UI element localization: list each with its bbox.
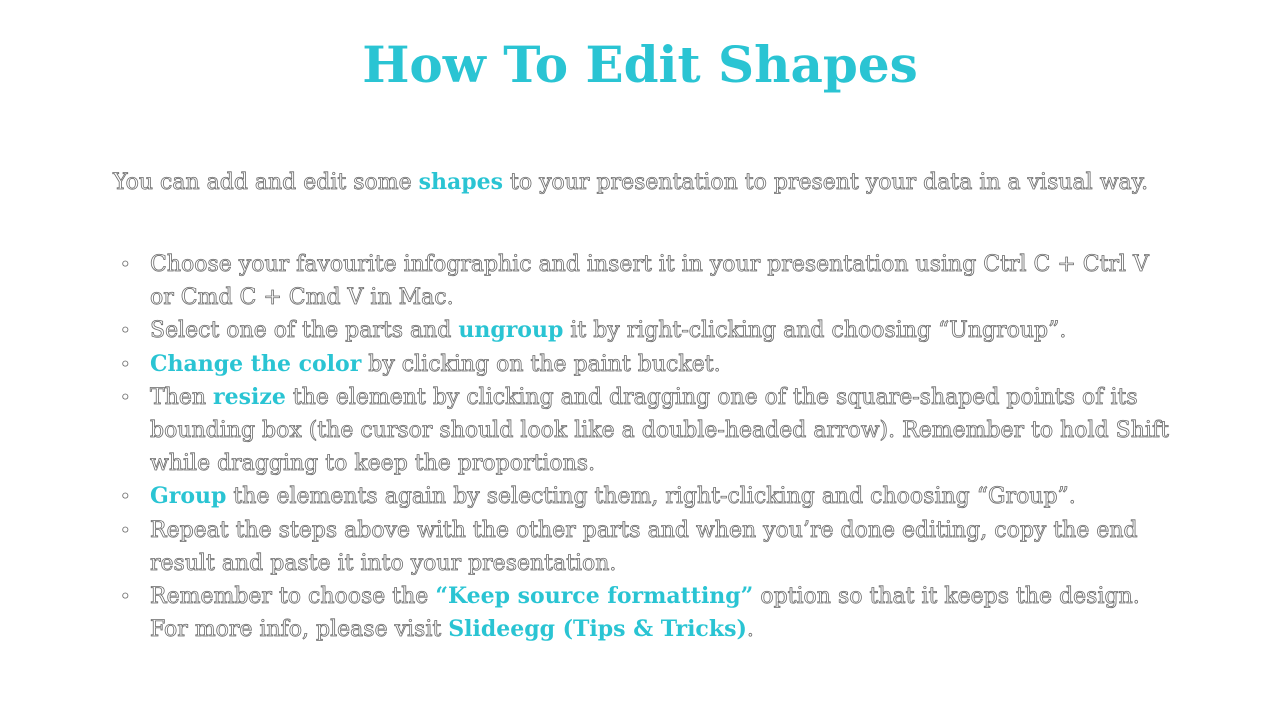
list-item-accent: Group xyxy=(150,483,227,510)
list-item-text: option so that it keeps the design. For more info, please visit xyxy=(150,584,1140,643)
intro-accent: shapes xyxy=(418,169,504,195)
list-item-text: Then xyxy=(150,384,214,410)
bullet-dot: • xyxy=(120,486,131,508)
list-item-text: Select one of the parts and xyxy=(150,318,459,344)
list-item xyxy=(113,248,1173,314)
instruction-list xyxy=(113,248,1173,646)
list-item-text: Remember to choose the xyxy=(150,584,436,610)
list-item-text: the elements again by selecting them, right-clicking and choosing “Group”. xyxy=(226,484,1076,510)
bullet-dot: • xyxy=(120,586,131,608)
list-item xyxy=(113,480,1173,513)
list-item-accent: ungroup xyxy=(458,317,564,344)
list-item-accent: resize xyxy=(213,383,286,410)
keep-source-formatting-accent: “Keep source formatting” xyxy=(435,583,754,610)
list-item-text: by clicking on the paint bucket. xyxy=(361,351,721,377)
bullet-dot: • xyxy=(120,519,131,541)
bullet-dot: • xyxy=(120,254,131,275)
list-item xyxy=(113,348,1173,381)
slideegg-tips-link[interactable]: Slideegg (Tips & Tricks) xyxy=(448,616,747,643)
intro-text-before: You can add and edit some xyxy=(113,170,419,195)
list-item xyxy=(113,381,1173,481)
list-item-text: the element by clicking and dragging one of the square-shaped points of its bounding box (the cursor should look like a double-headed arrow). Remember to hold Shift while dragging to keep the proportions. xyxy=(150,384,1169,477)
list-item-text: . xyxy=(746,617,754,643)
list-item xyxy=(113,514,1173,580)
list-item xyxy=(113,314,1173,347)
list-item-text: Choose your favourite infographic and insert it in your presentation using Ctrl C + Ctrl V or Cmd C + Cmd V in Mac. xyxy=(150,252,1149,311)
list-item-text: Repeat the steps above with the other parts and when you’re done editing, copy the end result and paste it into your presentation. xyxy=(150,517,1138,576)
intro-text-after: to your presentation to present your data in a visual way. xyxy=(503,170,1149,195)
intro-paragraph xyxy=(113,166,1193,199)
list-item-accent: Change the color xyxy=(150,350,362,377)
slide-title: How To Edit Shapes xyxy=(362,35,918,94)
bullet-dot: • xyxy=(120,320,131,342)
list-item xyxy=(113,580,1173,646)
list-item-text: it by right-clicking and choosing “Ungroup”. xyxy=(563,318,1067,344)
bullet-dot: • xyxy=(120,353,131,375)
bullet-dot: • xyxy=(120,386,131,408)
